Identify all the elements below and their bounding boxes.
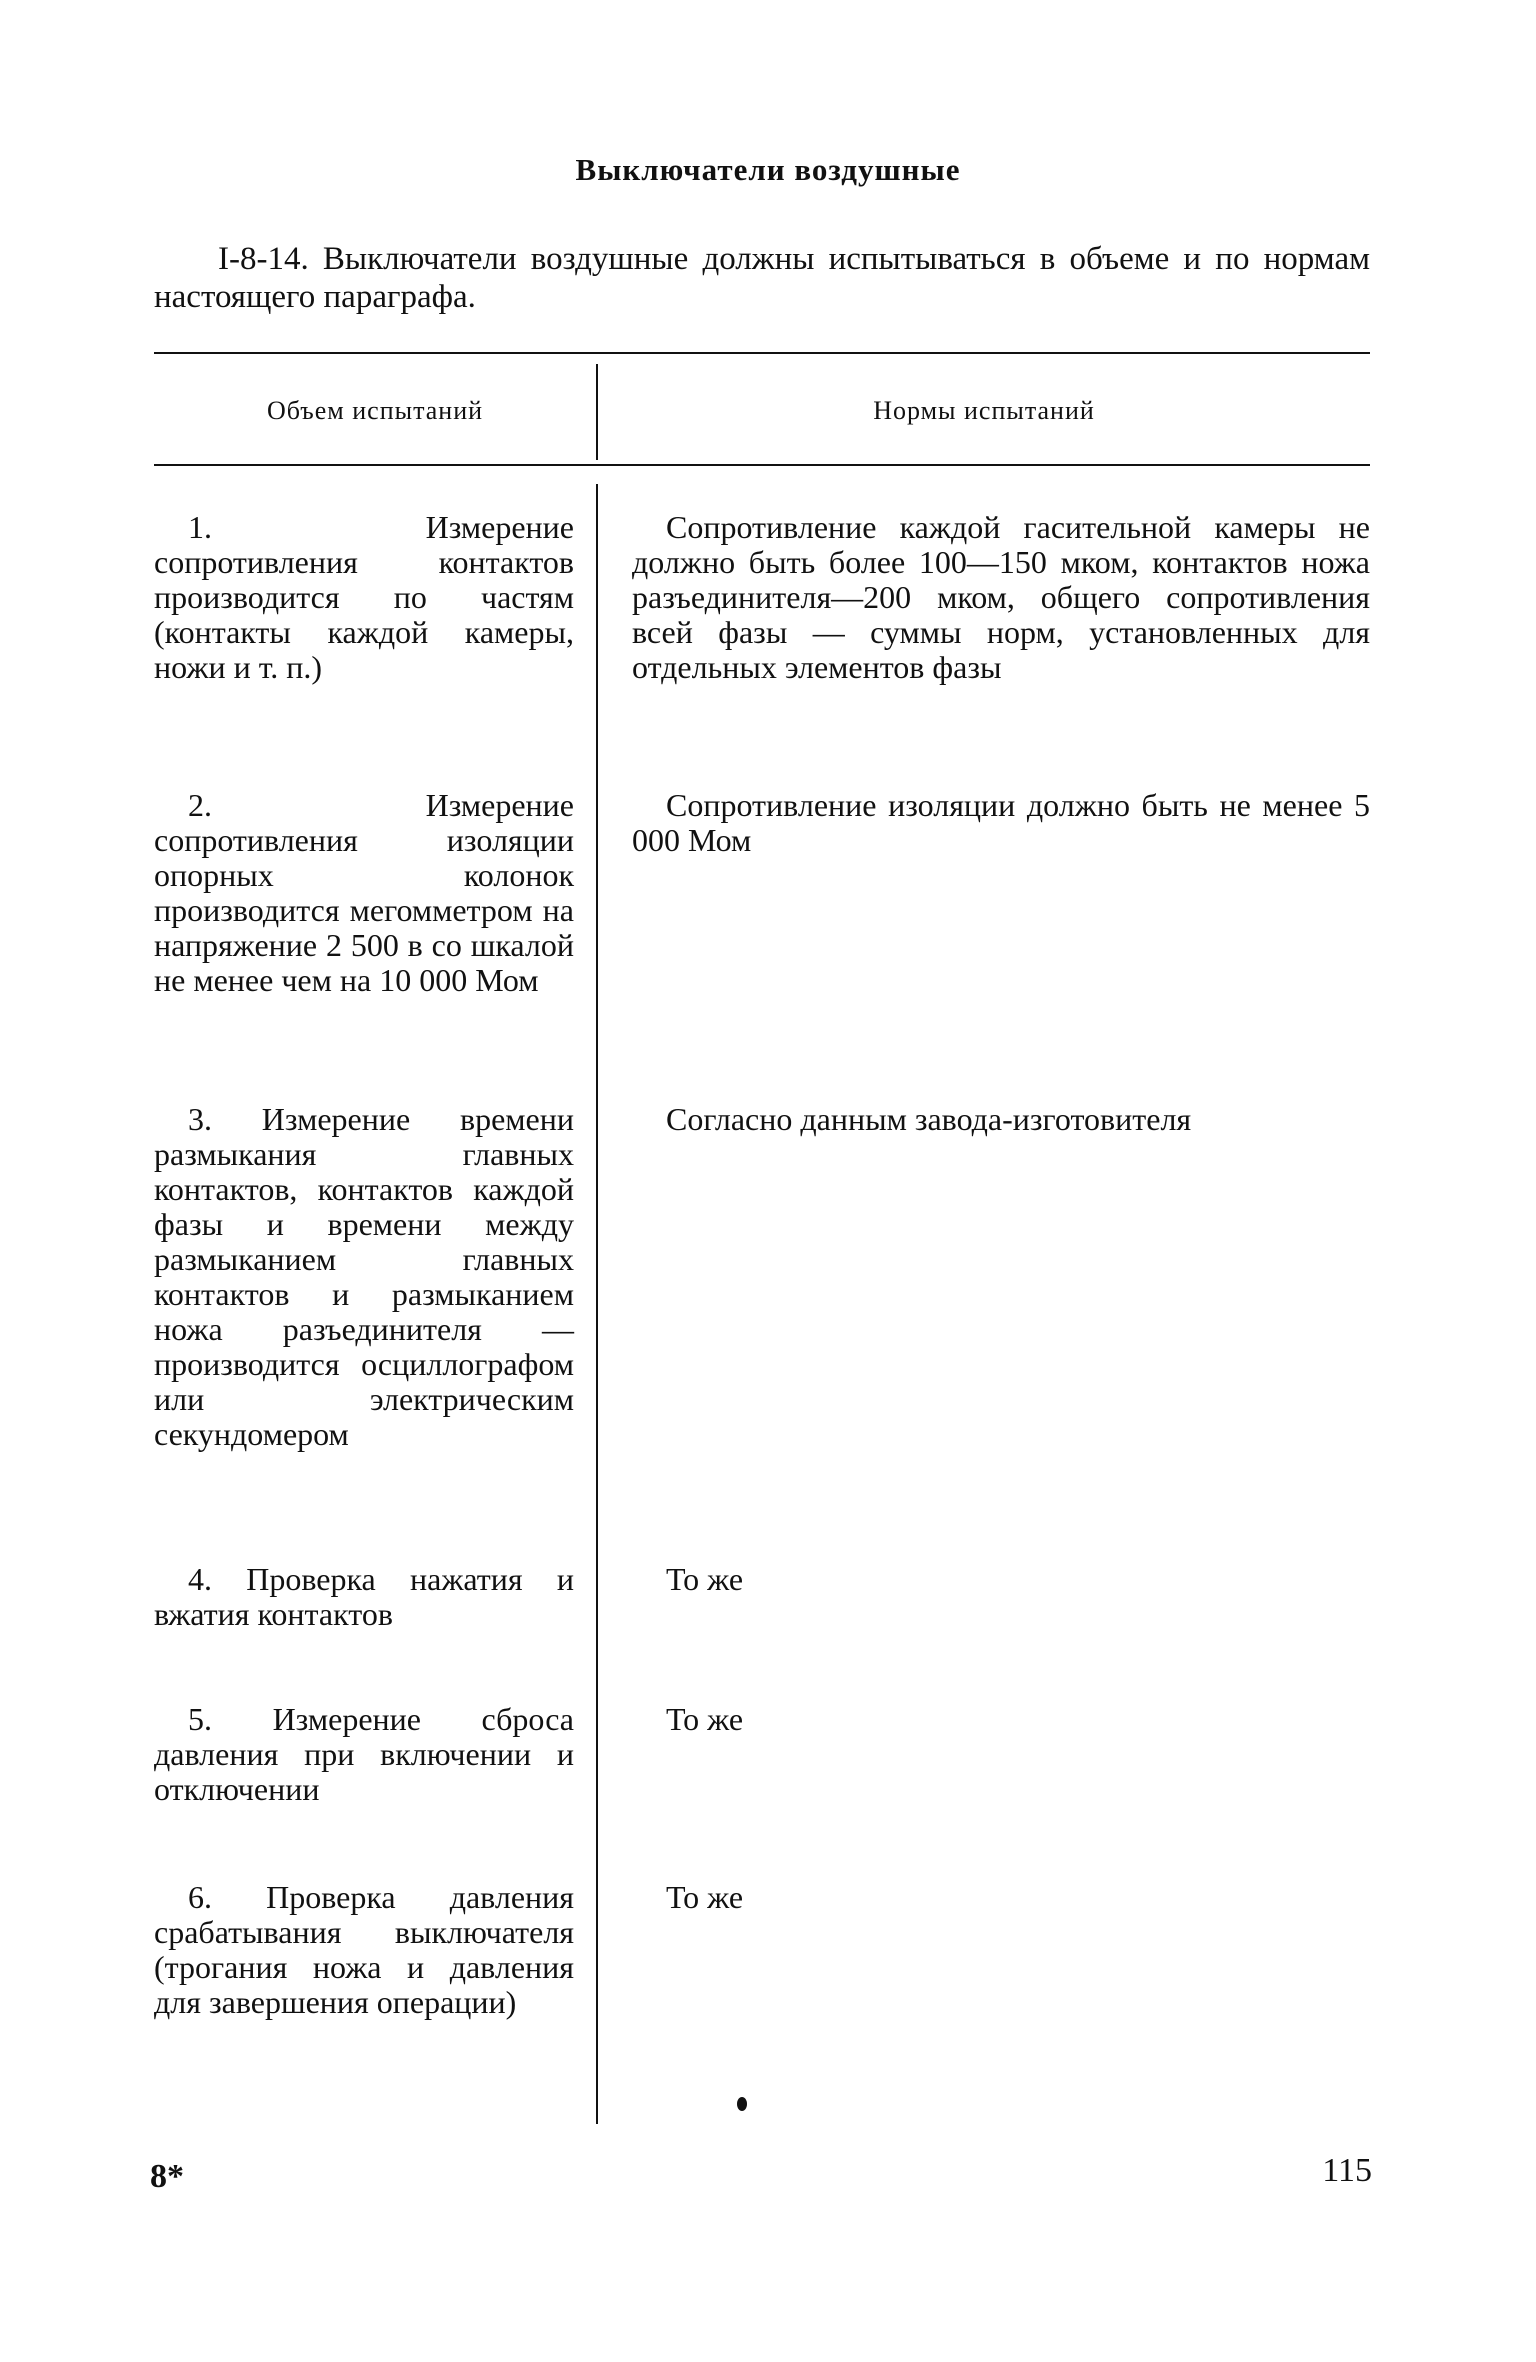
table-top-rule (154, 352, 1370, 354)
table-row-5-norm: То же (666, 1701, 744, 1737)
table-row-2-norm: Сопротивление изоляции должно быть не менее 5 000 Мом (632, 787, 1370, 858)
table-row-3-norm: Согласно данным завода-изготовителя (666, 1101, 1192, 1137)
page-number: 115 (1322, 2152, 1372, 2189)
table-row-1-scope: 1. Измерение сопротивления контактов производится по частям (контакты каждой камеры, ножи и т. п.) (154, 509, 574, 685)
section-title: Выключатели воздушные (575, 152, 961, 187)
column-header-norms: Нормы испытаний (873, 396, 1095, 425)
table-row-2-scope: 2. Измерение сопротивления изоляции опорных колонок производится мегомметром на напряжение 2 500 в со шкалой не менее чем на 10 000 Мом (154, 787, 574, 998)
table-row-4-norm: То же (666, 1561, 744, 1597)
table-row-4-scope: 4. Проверка нажатия и вжатия контактов (154, 1561, 574, 1632)
body-column-divider (596, 484, 598, 2124)
table-row-6-norm: То же (666, 1879, 744, 1915)
signature-mark: 8* (150, 2158, 184, 2195)
ink-dot (737, 2097, 747, 2111)
intro-paragraph: I-8-14. Выключатели воздушные должны испытываться в объеме и по нормам настоящего параграфа. (154, 241, 1370, 315)
table-row-3-scope: 3. Измерение времени размыкания главных контактов, контактов каждой фазы и времени между размыканием главных контактов и размыканием ножа разъединителя — производится осциллографом или электрическим секундомером (154, 1101, 574, 1452)
table-row-5-scope: 5. Измерение сброса давления при включении и отключении (154, 1701, 574, 1807)
table-row-1-norm: Сопротивление каждой гасительной камеры не должно быть более 100—150 мком, контактов ножа разъединителя—200 мком, общего сопротивления всей фазы — суммы норм, установленных для отдельных элементов фазы (632, 509, 1370, 685)
table-row-6-scope: 6. Проверка давления срабатывания выключателя (трогания ножа и давления для завершения операции) (154, 1879, 574, 2020)
column-header-scope: Объем испытаний (266, 396, 484, 425)
table-header-rule (154, 464, 1370, 466)
